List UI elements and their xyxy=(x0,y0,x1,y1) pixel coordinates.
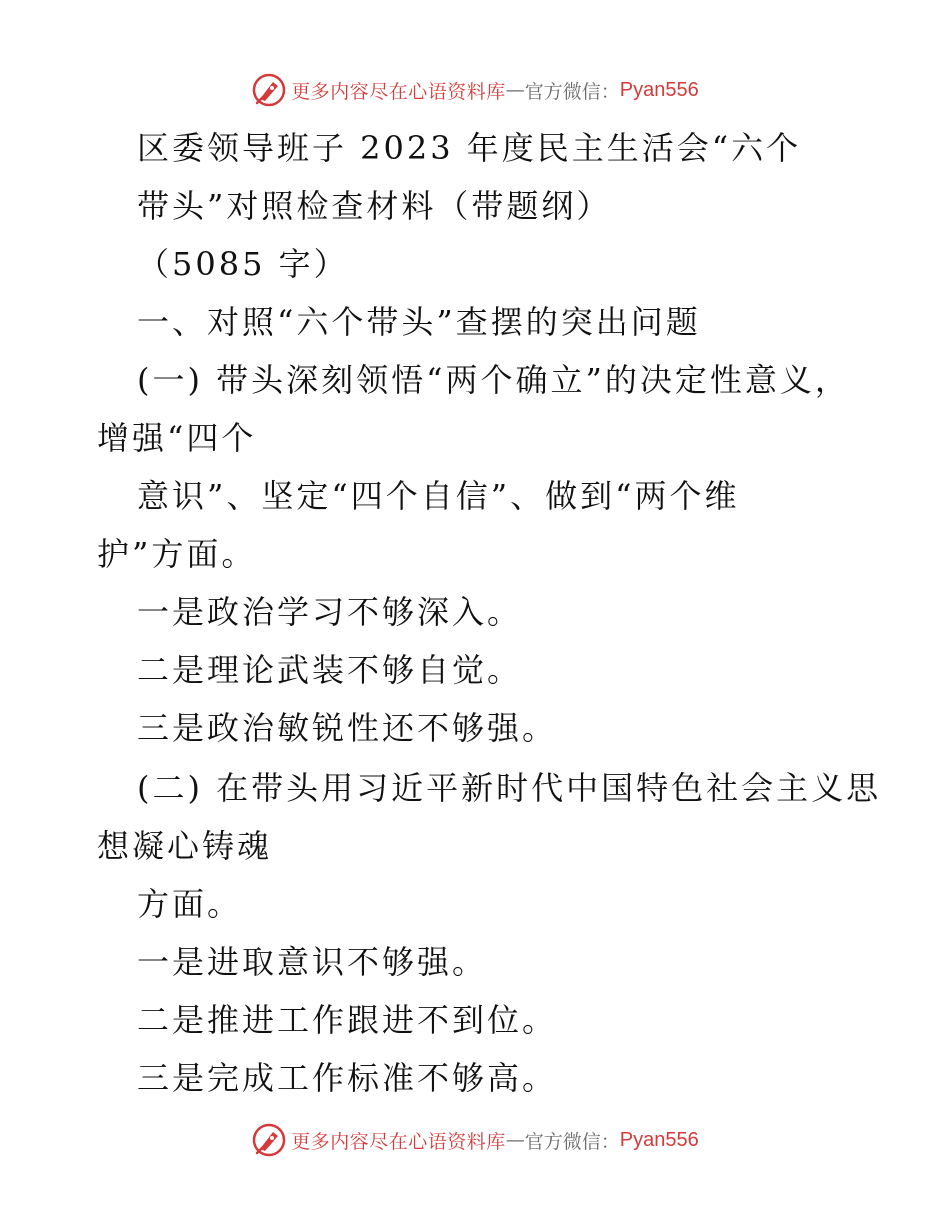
doc-word-count: （5085 字） xyxy=(137,245,349,283)
pen-nib-logo-icon xyxy=(251,72,287,108)
watermark-official: 官方微信： xyxy=(524,1130,620,1153)
watermark-banner-bottom xyxy=(0,1120,950,1160)
doc-title-line-2: 带头”对照检查材料（带题纲） xyxy=(137,187,612,225)
subsection-1-item-3: 三是政治敏锐性还不够强。 xyxy=(137,709,558,747)
watermark-title: 更多内容尽在心语资料库 xyxy=(291,80,506,103)
section-heading-1: 一、对照“六个带头”查摆的突出问题 xyxy=(137,303,701,341)
watermark-id: Pyan556 xyxy=(619,78,699,101)
subsection-1-line-1: (一) 带头深刻领悟“两个确立”的决定性意义， xyxy=(137,361,850,399)
subsection-2-item-2: 二是推进工作跟进不到位。 xyxy=(137,1001,558,1039)
watermark-banner-top xyxy=(0,70,950,110)
subsection-1-line-2: 增强“四个 xyxy=(97,419,257,457)
subsection-1-item-2: 二是理论武装不够自觉。 xyxy=(137,651,523,689)
subsection-1-line-4: 护”方面。 xyxy=(97,535,257,573)
subsection-2-item-3: 三是完成工作标准不够高。 xyxy=(137,1059,558,1097)
subsection-2-item-1: 一是进取意识不够强。 xyxy=(137,943,488,981)
subsection-2-line-3: 方面。 xyxy=(137,885,243,923)
subsection-1-item-1: 一是政治学习不够深入。 xyxy=(137,593,523,631)
watermark-separator: — xyxy=(505,1129,525,1151)
subsection-2-line-2: 想凝心铸魂 xyxy=(97,827,273,865)
doc-title-line-1: 区委领导班子 2023 年度民主生活会“六个 xyxy=(137,129,802,167)
watermark-id: Pyan556 xyxy=(619,1128,699,1151)
subsection-1-line-3: 意识”、坚定“四个自信”、做到“两个维 xyxy=(137,477,740,515)
pen-nib-logo-icon xyxy=(251,1122,287,1158)
watermark-separator: — xyxy=(505,79,525,101)
subsection-2-line-1: (二) 在带头用习近平新时代中国特色社会主义思 xyxy=(137,769,882,807)
watermark-title: 更多内容尽在心语资料库 xyxy=(291,1130,506,1153)
watermark-official: 官方微信： xyxy=(524,80,620,103)
